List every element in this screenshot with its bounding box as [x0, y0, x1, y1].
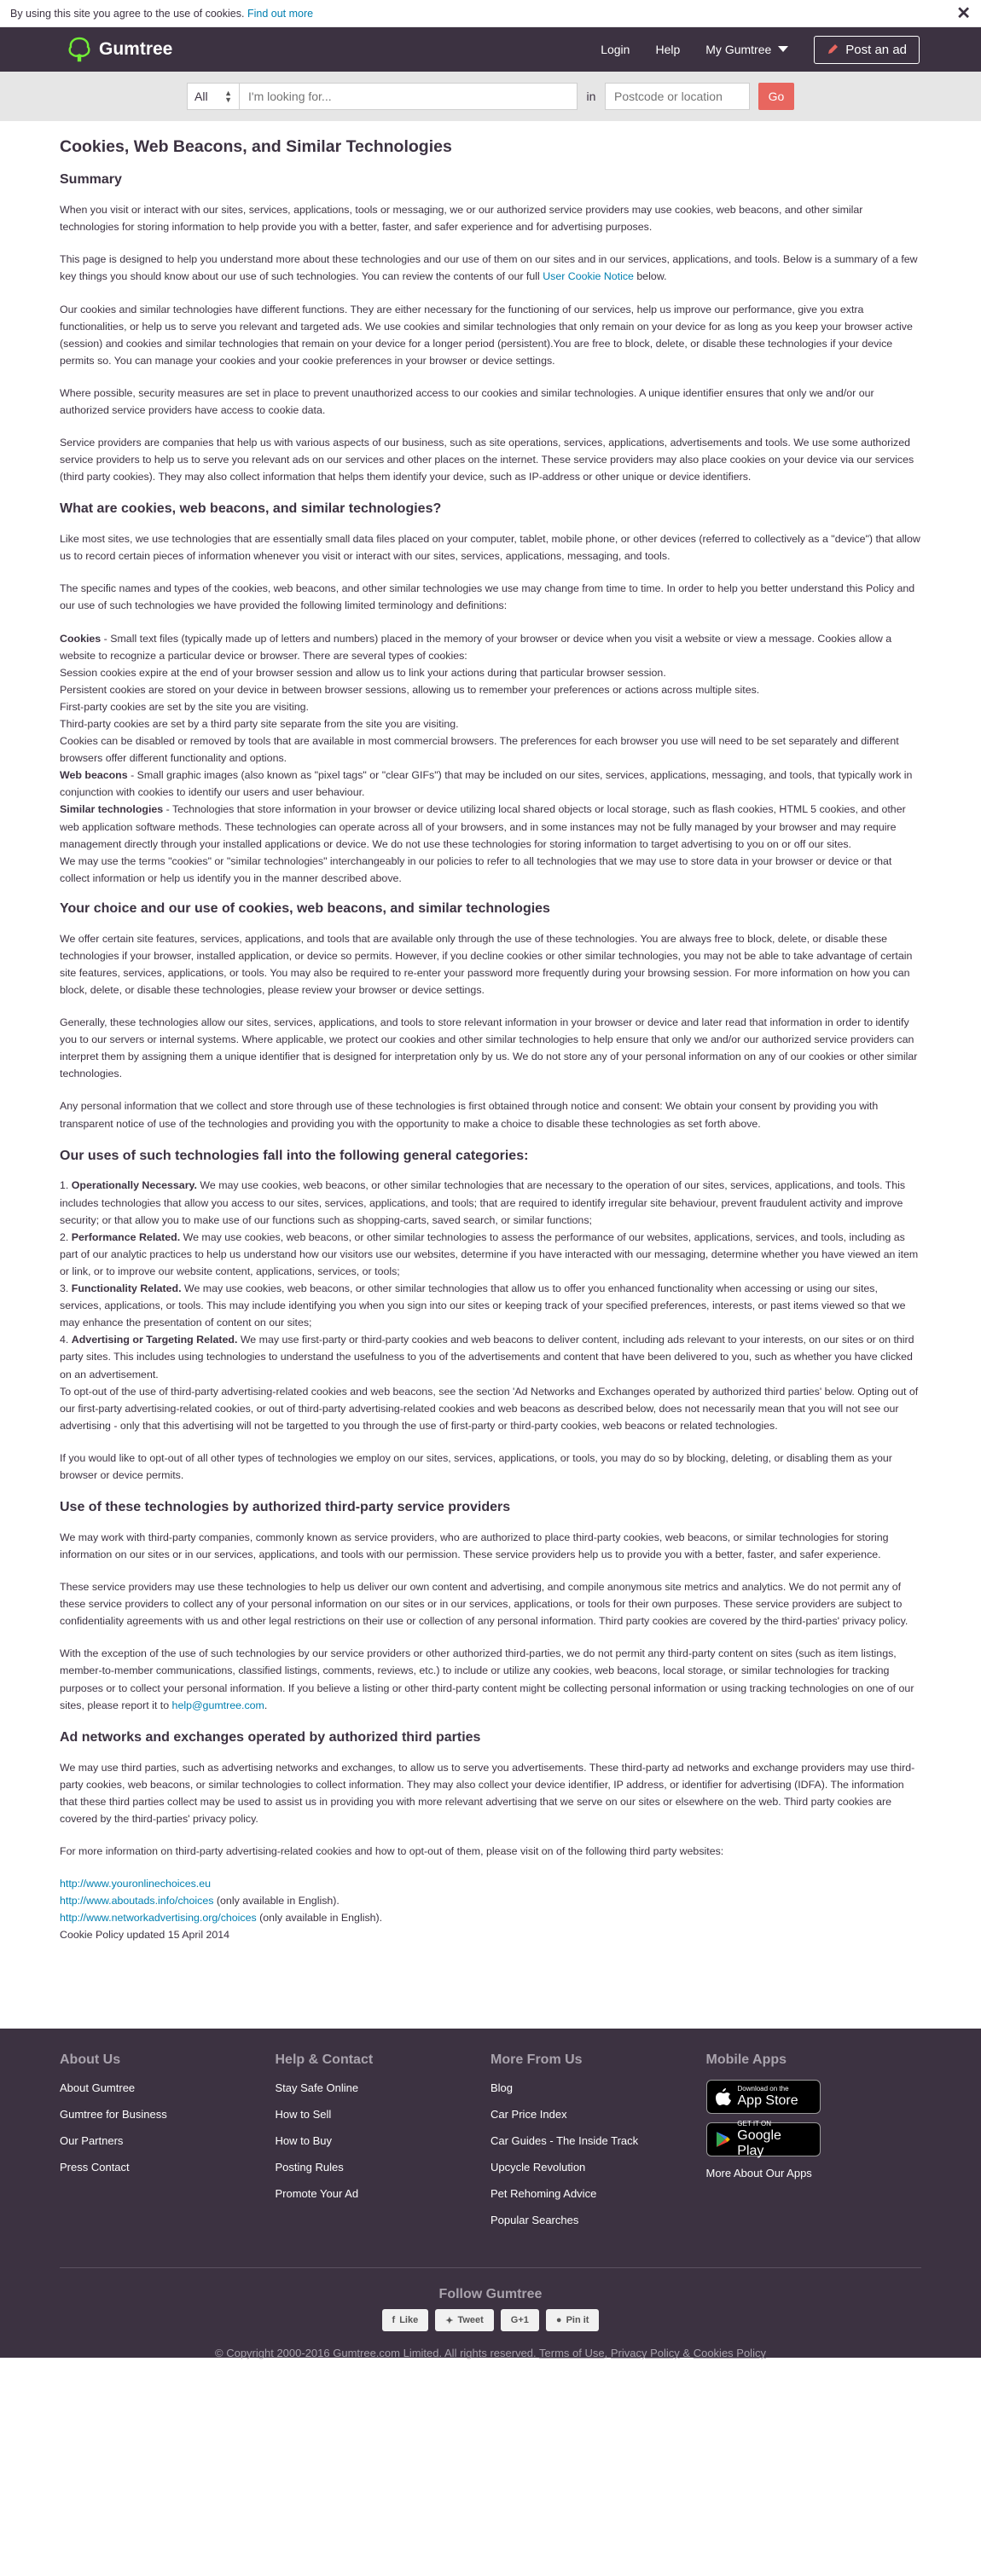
text: We may use first-party or third-party cookies and web beacons to deliver content, including ads relevant to your interests, on our sites or on third party sites. This includes using technologies to understand the usefulness to you of the advertisements and content that have been delivered to you, such as whether you have clicked on an advertisement. — [60, 1334, 914, 1381]
google-play-icon — [716, 2131, 731, 2148]
label: Like — [399, 2315, 419, 2326]
footer-link[interactable]: Blog — [490, 2081, 514, 2095]
term: Similar technologies — [60, 803, 164, 816]
post-ad-button[interactable] — [814, 36, 920, 64]
updown-arrows-icon: ▲ ▼ — [224, 89, 232, 104]
link-line — [60, 1909, 921, 1926]
link-line — [60, 1892, 921, 1909]
gumtree-logo[interactable] — [68, 37, 172, 62]
uses-list — [60, 1177, 921, 1433]
list-item: 2. Performance Related. We may use cookies, web beacons, or other similar technologies to assess the performance of our websites, applications, services, and tools, including as part of our analytic practices to help us understand how our visitors use our websites, determine if you have interacted with our messaging, determine whether you have viewed an item or link, or to improve our website content, applications, services, or tools; — [60, 1230, 919, 1277]
list-item: 3. Functionality Related. We may use cookies, web beacons, or other similar technologies that allow us to offer you enhanced functionality when accessing or using our sites, services, applications, or tools. This may include identifying you when you sign into our sites or keeping track of your specified preferences, interests, or past items viewed so that we may enhance the presentation of content on our sites; — [60, 1282, 906, 1329]
footer-link[interactable]: Stay Safe Online — [275, 2081, 359, 2095]
footer-link[interactable]: About Gumtree — [60, 2081, 136, 2095]
term: Advertising or Targeting Related. — [71, 1334, 238, 1346]
footer-link[interactable]: Popular Searches — [490, 2214, 579, 2227]
cookie-find-out-more-link[interactable]: Find out more — [247, 7, 314, 20]
paragraph: We may work with third-party companies, commonly known as service providers, who are authorized to place third-party cookies, web beacons, or similar technologies for storing information on our sites or in our services, applications, and tools with our permission. These service providers help us to provide you with a better, faster, and safer experience. — [60, 1531, 889, 1560]
paragraph: Like most sites, we use technologies that are essentially small data files placed on your computer, tablet, mobile phone, or other devices (referred to collectively as a "device") that allow us to record certain pieces of information whenever you visit or interact with our sites, services, applications, messaging, and tools. — [60, 533, 920, 563]
footer-col-more — [490, 2052, 706, 2238]
text: With the exception of the use of such technologies by our service providers or other authorized third-parties, we do not permit any third-party content on sites (such as item listings, member-to-member communications, classified listings, comments, reviews, etc.) to include or utilize any cookies, web beacons, local storage, or similar technologies for tracking purposes or to collect your personal information. If you believe a listing or other third-party content might be collecting personal information or using tracking technologies on one of our sites, please report it to — [60, 1647, 914, 1711]
term: Cookies — [60, 632, 102, 645]
summary-heading: Summary — [60, 172, 122, 188]
close-icon[interactable]: ✕ — [956, 4, 971, 23]
in-label: in — [586, 90, 596, 103]
paragraph: If you would like to opt-out of all other types of technologies we employ on our sites, services, applications, or tools, you may do so by blocking, deleting, or disabling them as your browser or device permits. — [60, 1451, 892, 1481]
copyright-line: © Copyright 2000-2016 Gumtree.com Limited. All rights reserved. Terms of Use, Privacy Policy & Cookies Policy — [215, 2347, 766, 2360]
text: We may use cookies, web beacons, or other similar technologies that allow us to offer you enhanced functionality when accessing or using our sites, services, applications, or tools. This may include identifying you when you sign into our sites or keeping track of your specified preferences, interests, or past items viewed so that we may enhance the presentation of content on our sites; — [60, 1282, 906, 1329]
paragraph — [60, 1645, 921, 1713]
text: - Small text files (typically made up of letters and numbers) placed in the memory of your browser or device when you visit a website or view a message. Cookies allow a website to recognize a particular device or browser. There are several types of cookies: — [60, 632, 892, 662]
help-link[interactable]: Help — [655, 43, 681, 56]
pinterest-button[interactable] — [546, 2309, 600, 2331]
uses-heading: Our uses of such technologies fall into the following general categories: — [60, 1148, 529, 1163]
google-play-text — [737, 2120, 810, 2159]
apple-icon — [716, 2087, 731, 2106]
paragraph: Where possible, security measures are set in place to prevent unauthorized access to our cookies and similar technologies. A unique identifier ensures that only we and/or our authorized service providers have access to cookie data. — [60, 386, 874, 416]
social-buttons — [60, 2309, 921, 2331]
term: Performance Related. — [71, 1230, 181, 1243]
term: Functionality Related. — [71, 1282, 182, 1295]
twitter-icon: ✦ — [445, 2315, 454, 2326]
label: G+1 — [510, 2315, 529, 2326]
text: below. — [633, 270, 667, 283]
footer-col-about — [60, 2052, 276, 2238]
category-select[interactable] — [187, 83, 240, 110]
aboutads-link[interactable]: http://www.aboutads.info/choices — [60, 1895, 214, 1907]
text: We may use cookies, web beacons, or other similar technologies to assess the performance of our websites, applications, services, and tools, including as part of our analytic practices to help us understand how our visitors use our websites, determine if you have interacted with our messaging, determine whether you have viewed an item or link, or to improve our website content, applications, services, or tools; — [60, 1230, 919, 1277]
text: This page is designed to help you understand more about these technologies and our use of them on our sites and in our services, applications, and tools. Below is a summary of a few key things you should know about our use of such technologies. You can review the contents of our full — [60, 253, 918, 283]
label: Pin it — [566, 2315, 589, 2326]
footer-col-help — [276, 2052, 491, 2238]
paragraph: The specific names and types of the cookies, web beacons, and other similar technologies we use may change from time to time. In order to help you better understand this Policy and our use of such technologies we have provided the following limited terminology and definitions: — [60, 582, 915, 612]
list-item: 4. Advertising or Targeting Related. We may use first-party or third-party cookies and web beacons to deliver content, including ads relevant to your interests, on our sites or on third party sites. This includes using technologies to understand the usefulness to you of the advertisements and content that have been delivered to you, such as whether you have clicked on an advertisement. — [60, 1334, 914, 1381]
more-about-apps-link[interactable]: More About Our Apps — [705, 2167, 812, 2180]
text: & — [682, 2347, 691, 2360]
privacy-link[interactable]: Privacy Policy — [610, 2347, 680, 2360]
footer-link[interactable]: Pet Rehoming Advice — [490, 2187, 597, 2201]
follow-heading: Follow Gumtree — [438, 2287, 543, 2302]
third-party-heading: Use of these technologies by authorized third-party service providers — [60, 1500, 511, 1515]
definition-similar-tech — [60, 801, 921, 852]
footer-link[interactable]: Promote Your Ad — [275, 2187, 359, 2201]
facebook-icon: f — [392, 2315, 396, 2326]
third-party-links — [60, 1875, 921, 1943]
facebook-like-button[interactable] — [382, 2309, 429, 2331]
pencil-icon — [827, 43, 839, 55]
header-nav — [601, 36, 920, 64]
paragraph: We offer certain site features, services, applications, and tools that are available only through the use of these technologies. You are always free to block, delete, or disable these technologies if your browser, installed application, or device so permits. However, if you decline cookies or other similar technologies, you may not be able to take advantage of certain site features, services, applications, or tools. You may also be required to re-enter your password more frequently during your browsing session. For more information on how you can block, delete, or disable these technologies, please review your browser or device settings. — [60, 932, 913, 997]
text: Google Play — [737, 2128, 781, 2159]
ad-networks-heading: Ad networks and exchanges operated by authorized third parties — [60, 1729, 481, 1745]
tweet-button[interactable] — [435, 2309, 494, 2331]
paragraph: Our cookies and similar technologies have different functions. They are either necessary for the functioning of our services, help us improve our performance, give you extra functionalities, or help us to serve you relevant and targeted ads. We use cookies and similar technologies that only remain on your device for as long as you keep your browser active (session) and cookies and similar technologies that remain on your device for a longer period (persistent).You are free to block, delete, or disable these technologies if your device permits so. You can manage your cookies and your cookie preferences in your browser or device settings. — [60, 303, 913, 367]
footer-link[interactable]: How to Sell — [275, 2108, 332, 2122]
definition-line: We may use the terms "cookies" or "similar technologies" interchangeably in our policies to refer to all technologies that we may use to store data in your browser or device or that collect information or help us identify you in the manner described above. — [60, 854, 892, 884]
footer-heading: Mobile Apps — [705, 2052, 787, 2068]
user-cookie-notice-link[interactable]: User Cookie Notice — [543, 270, 634, 283]
paragraph: These service providers may use these technologies to help us deliver our own content and advertising, and compile anonymous site metrics and analytics. We do not permit any of these service providers to collect any of your personal information on our sites or in our services, applications, or tools for their own purposes. These service providers are subject to confidentiality agreements with us and other legal restrictions on their use or collection of any personal information. Third party cookies are covered by the third-parties' privacy policy. — [60, 1581, 908, 1628]
text: . — [264, 1699, 268, 1711]
paragraph: We may use third parties, such as advertising networks and exchanges, to allow us to serve you advertisements. These third-party ad networks and exchange providers may use third-party cookies, web beacons, or similar technologies to collect information. They may also collect your device identifier, IP address, or identifier for advertising (IDFA). The information that these third parties collect may be used to assist us in providing you with more relevant advertising that we serve on our sites or elsewhere on the web. Third party cookies are covered by the third-parties' privacy policy. — [60, 1761, 915, 1825]
gumtree-tree-icon — [68, 37, 90, 62]
link-line — [60, 1875, 921, 1892]
footer-link[interactable]: Upcycle Revolution — [490, 2161, 586, 2174]
paragraph: When you visit or interact with our sites, services, applications, tools or messaging, we or our authorized service providers may use cookies, web beacons, and other similar technologies for storing information to help provide you with a better, faster, and safer experience and for advertising purposes. — [60, 204, 863, 234]
help-email-link[interactable]: help@gumtree.com — [171, 1699, 264, 1711]
text: (only available in English). — [256, 1912, 383, 1925]
networkadvertising-link[interactable]: http://www.networkadvertising.org/choices — [60, 1912, 257, 1925]
main-content — [0, 121, 981, 1960]
login-link[interactable]: Login — [601, 43, 630, 56]
updated-note: Cookie Policy updated 15 April 2014 — [60, 1929, 230, 1942]
footer-heading: More From Us — [490, 2052, 583, 2068]
my-gumtree-menu[interactable] — [705, 43, 788, 56]
pinterest-icon: ● — [555, 2315, 562, 2326]
footer-heading: Help & Contact — [275, 2052, 374, 2068]
what-heading: What are cookies, web beacons, and similar technologies? — [60, 501, 442, 517]
list-note: To opt-out of the use of third-party advertising-related cookies and web beacons, see the section 'Ad Networks and Exchanges operated by authorized third parties' below. Opting out of our first-party advertising-related cookies, or out of third-party advertising-related cookies and web beacons as described below, does not necessarily mean that you will not see our advertising - only that this advertising will not be targetted to you through the use of first-party or third-party cookies, web beacons or related technologies. — [60, 1385, 919, 1432]
definition-line: Session cookies expire at the end of your browser session and allow us to link your actions during that particular browser session. — [60, 666, 666, 679]
google-play-badge[interactable] — [706, 2120, 821, 2159]
definition-cookies — [60, 630, 921, 664]
term: Web beacons — [60, 769, 128, 782]
definition-line: First-party cookies are set by the site you are visiting. — [60, 700, 309, 713]
cookie-bar — [0, 0, 981, 27]
footer-link[interactable]: Posting Rules — [275, 2161, 344, 2174]
term: Operationally Necessary. — [71, 1179, 197, 1192]
caret-down-icon — [778, 46, 788, 53]
footer-link[interactable]: Press Contact — [60, 2161, 130, 2174]
paragraph: Any personal information that we collect and store through use of these technologies is first obtained through notice and consent: We obtain your consent by providing you with transparent notice of use of the technologies and providing you with the opportunity to make a choice to disable these technologies as set forth above. — [60, 1100, 879, 1130]
footer-link[interactable]: Car Guides - The Inside Track — [490, 2134, 639, 2148]
search-bar — [0, 72, 981, 121]
footer-link[interactable]: Car Price Index — [490, 2108, 567, 2122]
my-gumtree-label: My Gumtree — [705, 43, 772, 56]
paragraph: Service providers are companies that help us with various aspects of our business, such as site operations, services, applications, advertisements and tools. We use some authorized service providers to help us to serve you relevant ads on our services and other places on the internet. These service providers may also place cookies on your device via our services (third party cookies). They may also collect information that helps them identify your device, such as IP-address or other unique or device identifiers. — [60, 437, 914, 483]
label: Tweet — [457, 2315, 484, 2326]
footer-divider — [60, 2267, 921, 2268]
site-header — [0, 27, 981, 72]
search-input[interactable] — [240, 83, 578, 110]
app-store-text — [738, 2085, 798, 2109]
brand-name: Gumtree — [99, 39, 173, 59]
text: - Technologies that store information in your browser or device utilizing local shared objects or local storage, such as flash cookies, HTML 5 cookies, and other web application software methods. These technologies can operate across all of your browsers, and in some instances may not be fully managed by your browser and may require management directly through your installed applications or device. We do not use these technologies for storing information to target advertising to you on or off our sites. — [60, 803, 906, 850]
site-footer — [0, 2029, 981, 2358]
cookies-policy-link[interactable]: Cookies Policy — [693, 2347, 766, 2360]
footer-link[interactable]: How to Buy — [275, 2134, 332, 2148]
copyright-text: © Copyright 2000-2016 Gumtree.com Limited. All rights reserved. — [215, 2347, 537, 2360]
footer-col-apps — [706, 2052, 922, 2238]
go-button[interactable]: Go — [758, 83, 794, 110]
location-input[interactable] — [605, 83, 750, 110]
paragraph: Generally, these technologies allow our sites, services, applications, and tools to store relevant information in your browser or device and later read that information in order to identify you to our servers or internal systems. Where applicable, we protect our cookies and other similar technologies to help ensure that only we and/or our authorized service providers can interpret them by assigning them a unique identifier that is designed for interpretation only by us. We do not store any of your personal information on any of our cookies or other similar technologies. — [60, 1016, 918, 1080]
definitions — [60, 630, 921, 887]
definition-line: Persistent cookies are stored on your device in between browser sessions, allowing us to remember your preferences or actions across multiple sites. — [60, 683, 760, 696]
page-title: Cookies, Web Beacons, and Similar Technologies — [60, 137, 452, 156]
list-item: 1. Operationally Necessary. We may use cookies, web beacons, or other similar technologies that are necessary to the operation of our sites, services, applications, and tools. This includes technologies that allow you access to our sites, services, applications, and tools; that are required to identify irregular site behaviour, prevent fraudulent activity and improve security; or that allow you to make use of our functions such as shopping-carts, saved search, or similar functions; — [60, 1179, 906, 1226]
terms-link[interactable]: Terms of Use — [539, 2347, 605, 2360]
choice-heading: Your choice and our use of cookies, web beacons, and similar technologies — [60, 900, 550, 916]
post-ad-label: Post an ad — [845, 42, 907, 57]
footer-link[interactable]: Gumtree for Business — [60, 2108, 167, 2122]
text: - Small graphic images (also known as "pixel tags" or "clear GIFs") that may be included on our sites, services, applications, messaging, and tools, that typically work in conjunction with cookies to identify our users and user behaviour. — [60, 769, 913, 799]
text: We may use cookies, web beacons, or other similar technologies that are necessary to the operation of our sites, services, applications, and tools. This includes technologies that allow you access to our sites, services, applications, and tools; that are required to identify irregular site behaviour, prevent fraudulent activity and improve security; or that allow you to make use of our functions such as shopping-carts, saved search, or similar functions; — [60, 1179, 906, 1226]
cookie-bar-text: By using this site you agree to the use of cookies. — [10, 7, 245, 20]
paragraph — [60, 251, 921, 285]
google-plus-button[interactable] — [501, 2309, 539, 2331]
definition-line: Cookies can be disabled or removed by tools that are available in most commercial browsers. The preferences for each browser you use will need to be set separately and different browsers offer different functionality and options. — [60, 735, 899, 765]
definition-web-beacons — [60, 767, 921, 801]
text: GET IT ON — [737, 2120, 772, 2128]
footer-link[interactable]: Our Partners — [60, 2134, 124, 2148]
definition-line: Third-party cookies are set by a third party site separate from the site you are visiting. — [60, 718, 459, 730]
paragraph: For more information on third-party advertising-related cookies and how to opt-out of them, please visit on of the following third party websites: — [60, 1844, 724, 1857]
category-value: All — [194, 90, 208, 103]
youronlinechoices-link[interactable]: http://www.youronlinechoices.eu — [60, 1877, 212, 1890]
app-store-badge[interactable] — [706, 2080, 821, 2114]
text: App Store — [737, 2093, 798, 2109]
footer-columns — [60, 2052, 921, 2238]
footer-heading: About Us — [60, 2052, 121, 2068]
text: Download on the — [737, 2085, 789, 2093]
text: (only available in English). — [213, 1895, 340, 1907]
